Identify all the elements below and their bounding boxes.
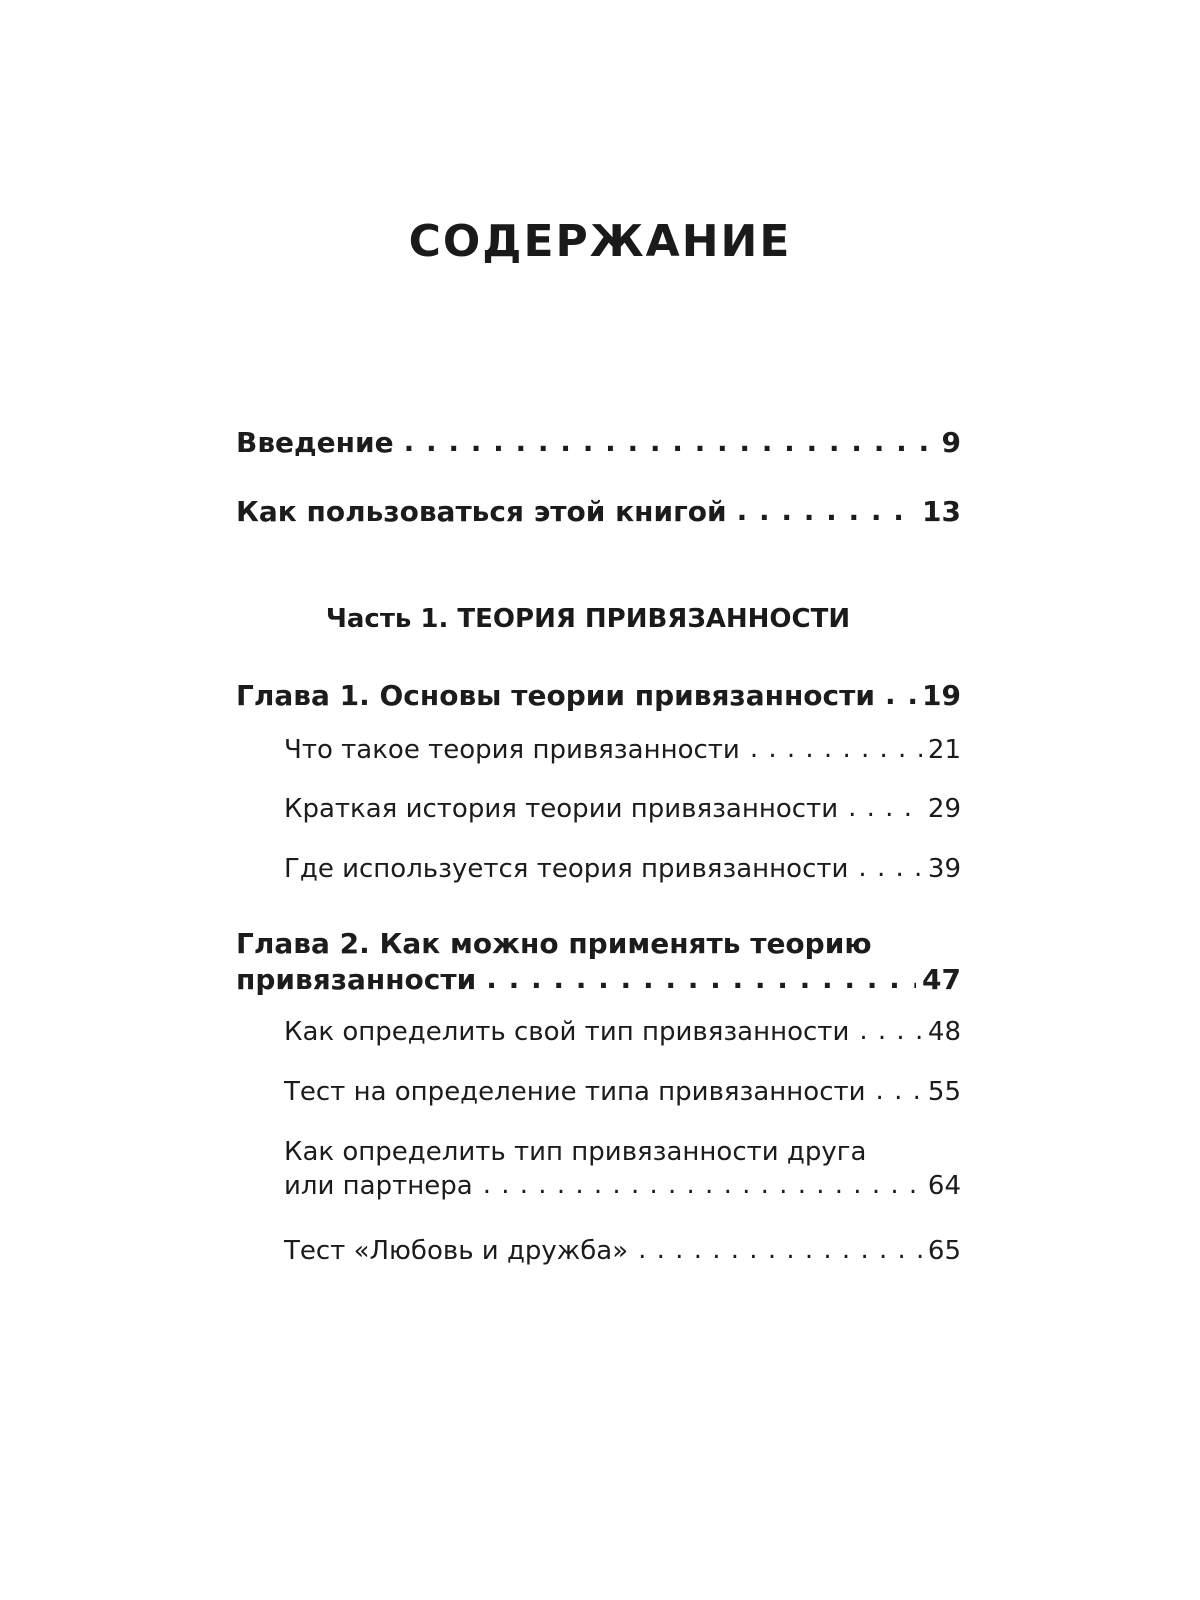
toc-section-history[interactable] (284, 792, 961, 826)
toc-section-type-test[interactable] (284, 1075, 961, 1109)
section-title: Как определить свой тип привязанности (284, 1017, 850, 1047)
chapter-page: 19 (922, 679, 961, 712)
toc-entry-label: Как пользоваться этой книгой (236, 495, 727, 528)
toc-entry-label: Введение (236, 426, 394, 459)
dot-leader (483, 1168, 922, 1202)
chapter-page: 47 (922, 963, 961, 996)
page-title: СОДЕРЖАНИЕ (408, 216, 792, 267)
section-title: Краткая история теории привязанности (284, 794, 839, 824)
section-title: Где используется теория привязанности (284, 854, 849, 884)
section-page: 55 (927, 1077, 961, 1107)
section-page: 65 (927, 1236, 961, 1266)
section-title-line1: Как определить тип привязанности друга (284, 1137, 867, 1167)
section-page: 29 (927, 794, 961, 824)
dot-leader (848, 791, 922, 825)
part-heading: Часть 1. ТЕОРИЯ ПРИВЯЗАННОСТИ (325, 604, 851, 634)
section-page: 39 (927, 854, 961, 884)
dot-leader (876, 1074, 922, 1108)
dot-leader (858, 851, 921, 885)
toc-section-where-used[interactable] (284, 852, 961, 886)
section-page: 64 (927, 1171, 961, 1201)
toc-entry-page: 13 (922, 495, 961, 528)
toc-chapter-2[interactable] (236, 926, 961, 998)
dot-leader (638, 1233, 922, 1267)
toc-section-what-is[interactable] (284, 733, 961, 767)
dot-leader (486, 961, 916, 997)
toc-section-partner-type[interactable] (284, 1135, 961, 1203)
chapter-title: Глава 1. Основы теории привязанности (236, 679, 875, 712)
section-title: Тест «Любовь и дружба» (284, 1236, 629, 1266)
chapter-title-line1: Глава 2. Как можно применять теорию (236, 927, 872, 960)
toc-entry-page: 9 (941, 426, 961, 459)
toc-entry-introduction[interactable] (236, 425, 961, 461)
toc-section-love-friendship-test[interactable] (284, 1234, 961, 1268)
chapter-title-line2: привязанности (236, 963, 477, 996)
dot-leader (750, 732, 922, 766)
toc-chapter-1[interactable] (236, 678, 961, 714)
dot-leader (737, 493, 916, 529)
section-page: 21 (927, 735, 961, 765)
dot-leader (404, 424, 936, 460)
section-title-line2: или партнера (284, 1171, 473, 1201)
toc-section-own-type[interactable] (284, 1015, 961, 1049)
toc-entry-how-to-use[interactable] (236, 494, 961, 530)
dot-leader (885, 677, 916, 713)
section-title: Тест на определение типа привязанности (284, 1077, 866, 1107)
section-page: 48 (927, 1017, 961, 1047)
section-title: Что такое теория привязанности (284, 735, 740, 765)
dot-leader (859, 1014, 922, 1048)
